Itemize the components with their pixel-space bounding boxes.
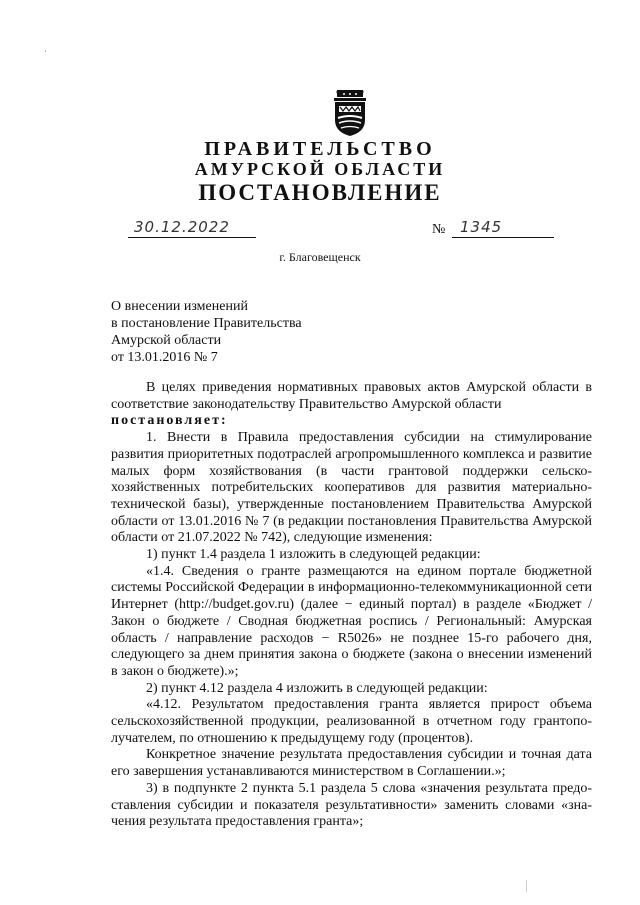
- number-field: [452, 218, 554, 238]
- body-paragraph: «4.12. Результатом предоставления гранта является прирост объема сельскохозяйственной продукции, реализованной в отчетном году грантопо-лучателем, по отношению к предыдущему году (процентов).: [111, 697, 592, 746]
- resolves-word: постановляет:: [111, 413, 228, 429]
- document-type-title: ПОСТАНОВЛЕНИЕ: [198, 180, 442, 205]
- number-value: 1345: [460, 218, 503, 236]
- body-paragraph: Конкретное значение результата предоставления субсидии и точная дата его завершения устанавливаются министерством в Соглашении.»;: [111, 747, 592, 780]
- document-subject: [111, 298, 302, 366]
- subject-line: в постановление Правительства: [111, 316, 302, 331]
- subject-line: от 13.01.2016 № 7: [111, 350, 218, 365]
- scan-mark: [526, 880, 527, 892]
- subject-line: Амурской области: [111, 333, 222, 348]
- body-paragraph: 2) пункт 4.12 раздела 4 изложить в следующей редакции:: [146, 680, 488, 696]
- body-paragraph: 1) пункт 1.4 раздела 1 изложить в следующей редакции:: [146, 547, 481, 563]
- date-value: 30.12.2022: [134, 218, 230, 236]
- header-government: ПРАВИТЕЛЬСТВО: [204, 138, 436, 160]
- subject-line: О внесении изменений: [111, 299, 248, 314]
- resolves-line: [111, 413, 592, 430]
- body-paragraph: 1. Внести в Правила предоставления субсидии на стимулирование развития приоритетных подотраслей агропромышленного комплекса и развитие малых форм хозяйствования (в части грантовой поддержки сельско-хозяйственных потребительских кооперативов для развития материально-технической базы), утвержденные постановлением Правительства Амурской области от 13.01.2016 № 7 (в редакции постановления Правительства Амурской области от 21.07.2022 № 742), следующие изменения:: [111, 430, 592, 546]
- coat-of-arms-icon: [328, 90, 372, 136]
- number-label: №: [432, 222, 446, 237]
- body-paragraph: «1.4. Сведения о гранте размещаются на едином портале бюджетной системы Российской Федерации в информационно-телекоммуникационной сети Интернет (http://budget.gov.ru) (далее − единый портал) в разделе «Бюджет / Закон о бюджете / Сводная бюджетная роспись / Региональный: Амурская область / направление расходов − R5026» не позднее 15-го рабочего дня, следующего за днем принятия закона о бюджете (закона о внесении изменений в закон о бюджете).»;: [111, 563, 592, 679]
- body-paragraph: В целях приведения нормативных правовых актов Амурской области в соответствие законодательству Правительство Амурской области: [111, 380, 592, 412]
- date-field: [128, 218, 256, 238]
- body-paragraph: 3) в подпункте 2 пункта 5.1 раздела 5 слова «значения результата предо-ставления субсидии и показателя результативности» заменить словами «зна-чения результата предоставления гранта»;: [111, 780, 592, 830]
- city-label: г. Благовещенск: [279, 250, 361, 264]
- header-region: АМУРСКОЙ ОБЛАСТИ: [194, 159, 446, 179]
- document-body: [111, 380, 592, 831]
- scan-mark: [45, 50, 46, 52]
